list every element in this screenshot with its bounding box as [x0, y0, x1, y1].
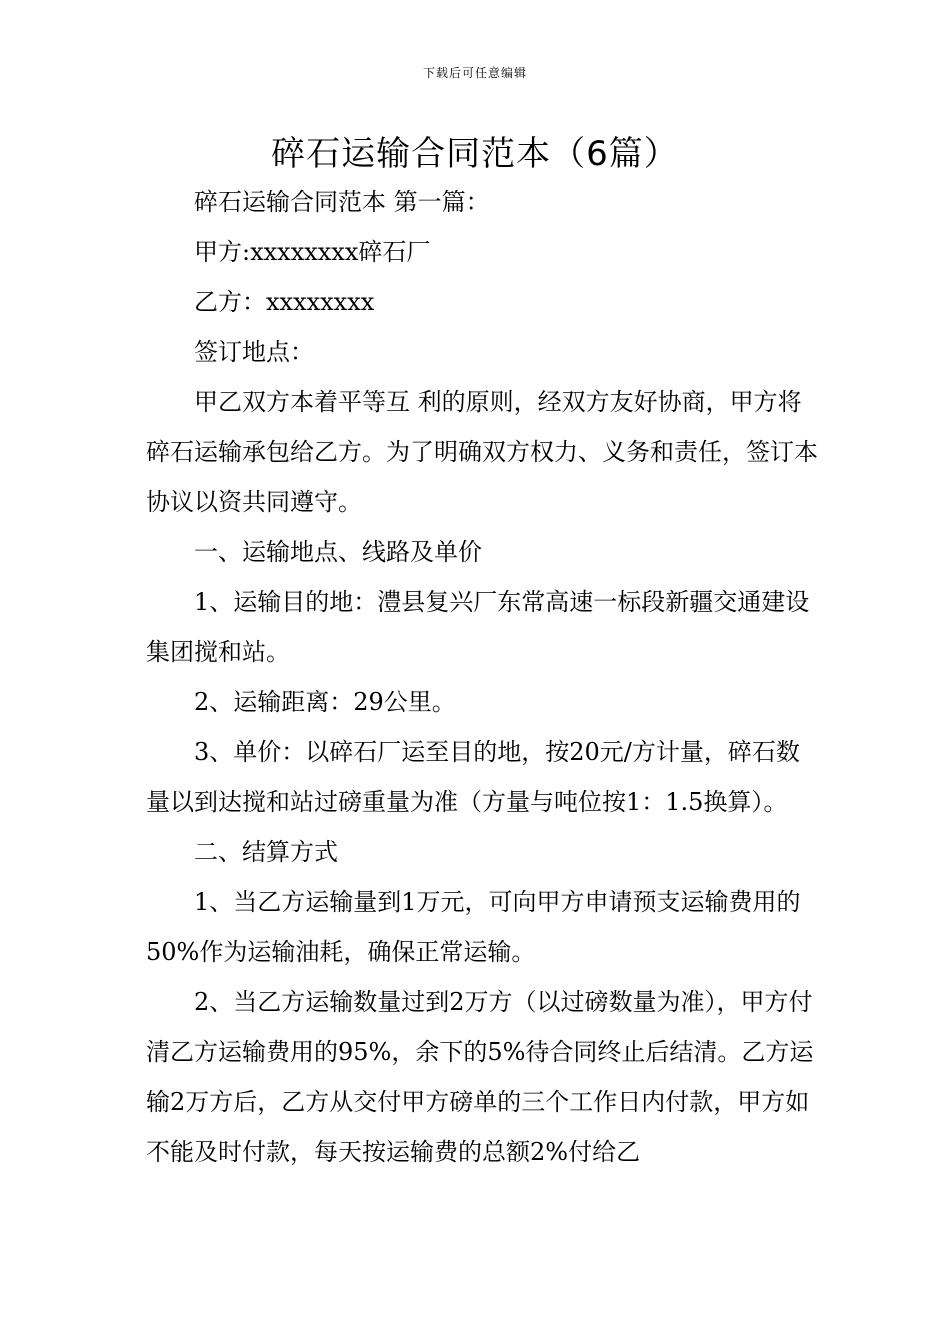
- signing-location-line: 签订地点：: [194, 338, 314, 366]
- clause-unit-price: 3、单价：以碎石厂运至目的地，按20元/方计量，碎石数量以到达搅和站过磅重量为准（方量与吨位按1：1.5换算）。: [146, 738, 800, 816]
- party-a-line: 甲方:xxxxxxxx碎石厂: [194, 238, 431, 266]
- clause-final-payment: 2、当乙方运输数量过到2万方（以过磅数量为准），甲方付清乙方运输费用的95%，余下的5%待合同终止后结清。乙方运输2万方后，乙方从交付甲方磅单的三个工作日内付款，甲方如不能及时付款，每天按运输费的总额2%付给乙: [146, 988, 814, 1166]
- party-b-line: 乙方：xxxxxxxx: [194, 288, 375, 316]
- section-heading-settlement: 二、结算方式: [194, 838, 338, 866]
- section-heading-transport: 一、运输地点、线路及单价: [194, 538, 482, 566]
- section-heading-first: 碎石运输合同范本 第一篇：: [194, 188, 490, 216]
- document-body: [146, 177, 818, 1177]
- clause-destination: 1、运输目的地：澧县复兴厂东常高速一标段新疆交通建设集团搅和站。: [146, 588, 810, 666]
- document-title: 碎石运输合同范本（6篇）: [271, 134, 679, 174]
- clause-distance: 2、运输距离：29公里。: [194, 688, 456, 716]
- preamble-paragraph: 甲乙双方本着平等互 利的原则，经双方友好协商，甲方将碎石运输承包给乙方。为了明确双方权力、义务和责任，签订本协议以资共同遵守。: [146, 388, 818, 516]
- page-header-note: 下载后可任意编辑: [422, 66, 527, 80]
- clause-advance-payment: 1、当乙方运输量到1万元，可向甲方申请预支运输费用的50%作为运输油耗，确保正常运输。: [146, 888, 801, 966]
